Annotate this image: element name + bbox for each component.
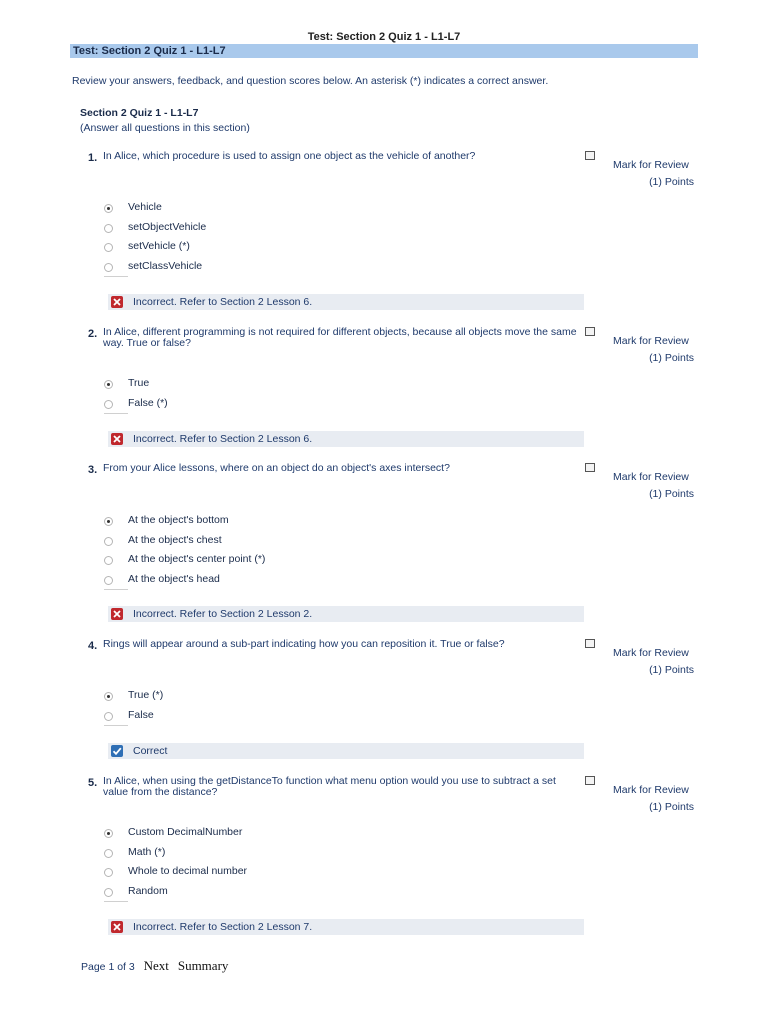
answer-option-label: At the object's chest [128,533,222,546]
answer-option-label: At the object's bottom [128,514,229,526]
check-icon [111,745,123,757]
mark-for-review-checkbox[interactable] [585,776,595,785]
question-points: (1) Points [649,488,694,500]
feedback-bar [108,431,584,447]
question-number: 2. [88,328,98,340]
question-points: (1) Points [649,352,694,364]
feedback-text: Incorrect. Refer to Section 2 Lesson 6. [133,433,313,445]
radio-button[interactable] [104,380,113,389]
error-x-icon [111,433,123,445]
mark-for-review-checkbox[interactable] [585,463,595,472]
radio-button[interactable] [104,243,113,252]
radio-button[interactable] [104,888,113,897]
answer-option-label: Random [128,884,168,897]
option-divider [104,901,128,902]
pagination-footer [81,958,228,974]
mark-for-review-label: Mark for Review [613,471,689,483]
answer-option-label: setVehicle (*) [128,240,190,252]
question-text: In Alice, when using the getDistanceTo function what menu option would you use to subtract a set value from the distance? [103,775,556,798]
question-number: 1. [88,152,98,164]
answer-option-label: True (*) [128,689,164,701]
error-x-icon [111,608,123,620]
mark-for-review-checkbox[interactable] [585,151,595,160]
page-title: Test: Section 2 Quiz 1 - L1-L7 [307,31,461,43]
option-divider [104,725,128,726]
answer-option-label: setObjectVehicle [128,220,207,233]
radio-button[interactable] [104,556,113,565]
feedback-text: Correct [133,745,168,757]
question-points: (1) Points [649,664,694,676]
answer-option-label: Custom DecimalNumber [128,826,243,838]
page-info: Page 1 of 3 [81,961,135,973]
radio-button[interactable] [104,868,113,877]
feedback-bar [108,294,584,310]
mark-for-review-checkbox[interactable] [585,327,595,336]
mark-for-review-label: Mark for Review [613,335,689,347]
option-divider [104,276,128,277]
feedback-bar [108,606,584,622]
answer-option-label: At the object's head [128,572,220,585]
question-number: 4. [88,640,98,652]
question-points: (1) Points [649,176,694,188]
mark-for-review-checkbox[interactable] [585,639,595,648]
answer-option-label: At the object's center point (*) [128,553,266,565]
next-link[interactable]: Next [143,958,169,973]
radio-button[interactable] [104,517,113,526]
answer-option-label: Vehicle [128,201,162,213]
section-title: Section 2 Quiz 1 - L1-L7 [80,107,199,119]
radio-button[interactable] [104,224,113,233]
feedback-text: Incorrect. Refer to Section 2 Lesson 2. [133,608,313,620]
question-text: Rings will appear around a sub-part indicating how you can reposition it. True or false? [103,638,505,650]
question-number: 5. [88,777,98,789]
question-text: In Alice, different programming is not required for different objects, because all objects move the same way. True or false? [103,326,577,349]
mark-for-review-label: Mark for Review [613,647,689,659]
answer-option-label: Whole to decimal number [128,865,248,877]
radio-button[interactable] [104,537,113,546]
radio-button[interactable] [104,829,113,838]
radio-button[interactable] [104,400,113,409]
intro-text: Review your answers, feedback, and question scores below. An asterisk (*) indicates a correct answer. [72,75,549,87]
answer-option-label: True [128,377,150,389]
section-subtitle: (Answer all questions in this section) [80,122,250,134]
radio-button[interactable] [104,849,113,858]
summary-link[interactable]: Summary [177,958,229,973]
feedback-text: Incorrect. Refer to Section 2 Lesson 6. [133,296,313,308]
mark-for-review-label: Mark for Review [613,784,689,796]
radio-button[interactable] [104,576,113,585]
error-x-icon [111,921,123,933]
radio-button[interactable] [104,263,113,272]
mark-for-review-label: Mark for Review [613,159,689,171]
error-x-icon [111,296,123,308]
question-points: (1) Points [649,801,694,813]
option-divider [104,589,128,590]
answer-option-label: Math (*) [128,845,166,858]
question-number: 3. [88,464,98,476]
radio-button[interactable] [104,692,113,701]
radio-button[interactable] [104,204,113,213]
radio-button[interactable] [104,712,113,721]
answer-option-label: False (*) [128,396,168,409]
feedback-bar [108,919,584,935]
option-divider [104,413,128,414]
feedback-bar [108,743,584,759]
question-text: In Alice, which procedure is used to assign one object as the vehicle of another? [103,150,476,162]
feedback-text: Incorrect. Refer to Section 2 Lesson 7. [133,921,313,933]
answer-option-label: False [128,708,154,721]
answer-option-label: setClassVehicle [128,259,203,272]
test-title-bar: Test: Section 2 Quiz 1 - L1-L7 [70,44,698,58]
question-text: From your Alice lessons, where on an object do an object's axes intersect? [103,462,450,474]
